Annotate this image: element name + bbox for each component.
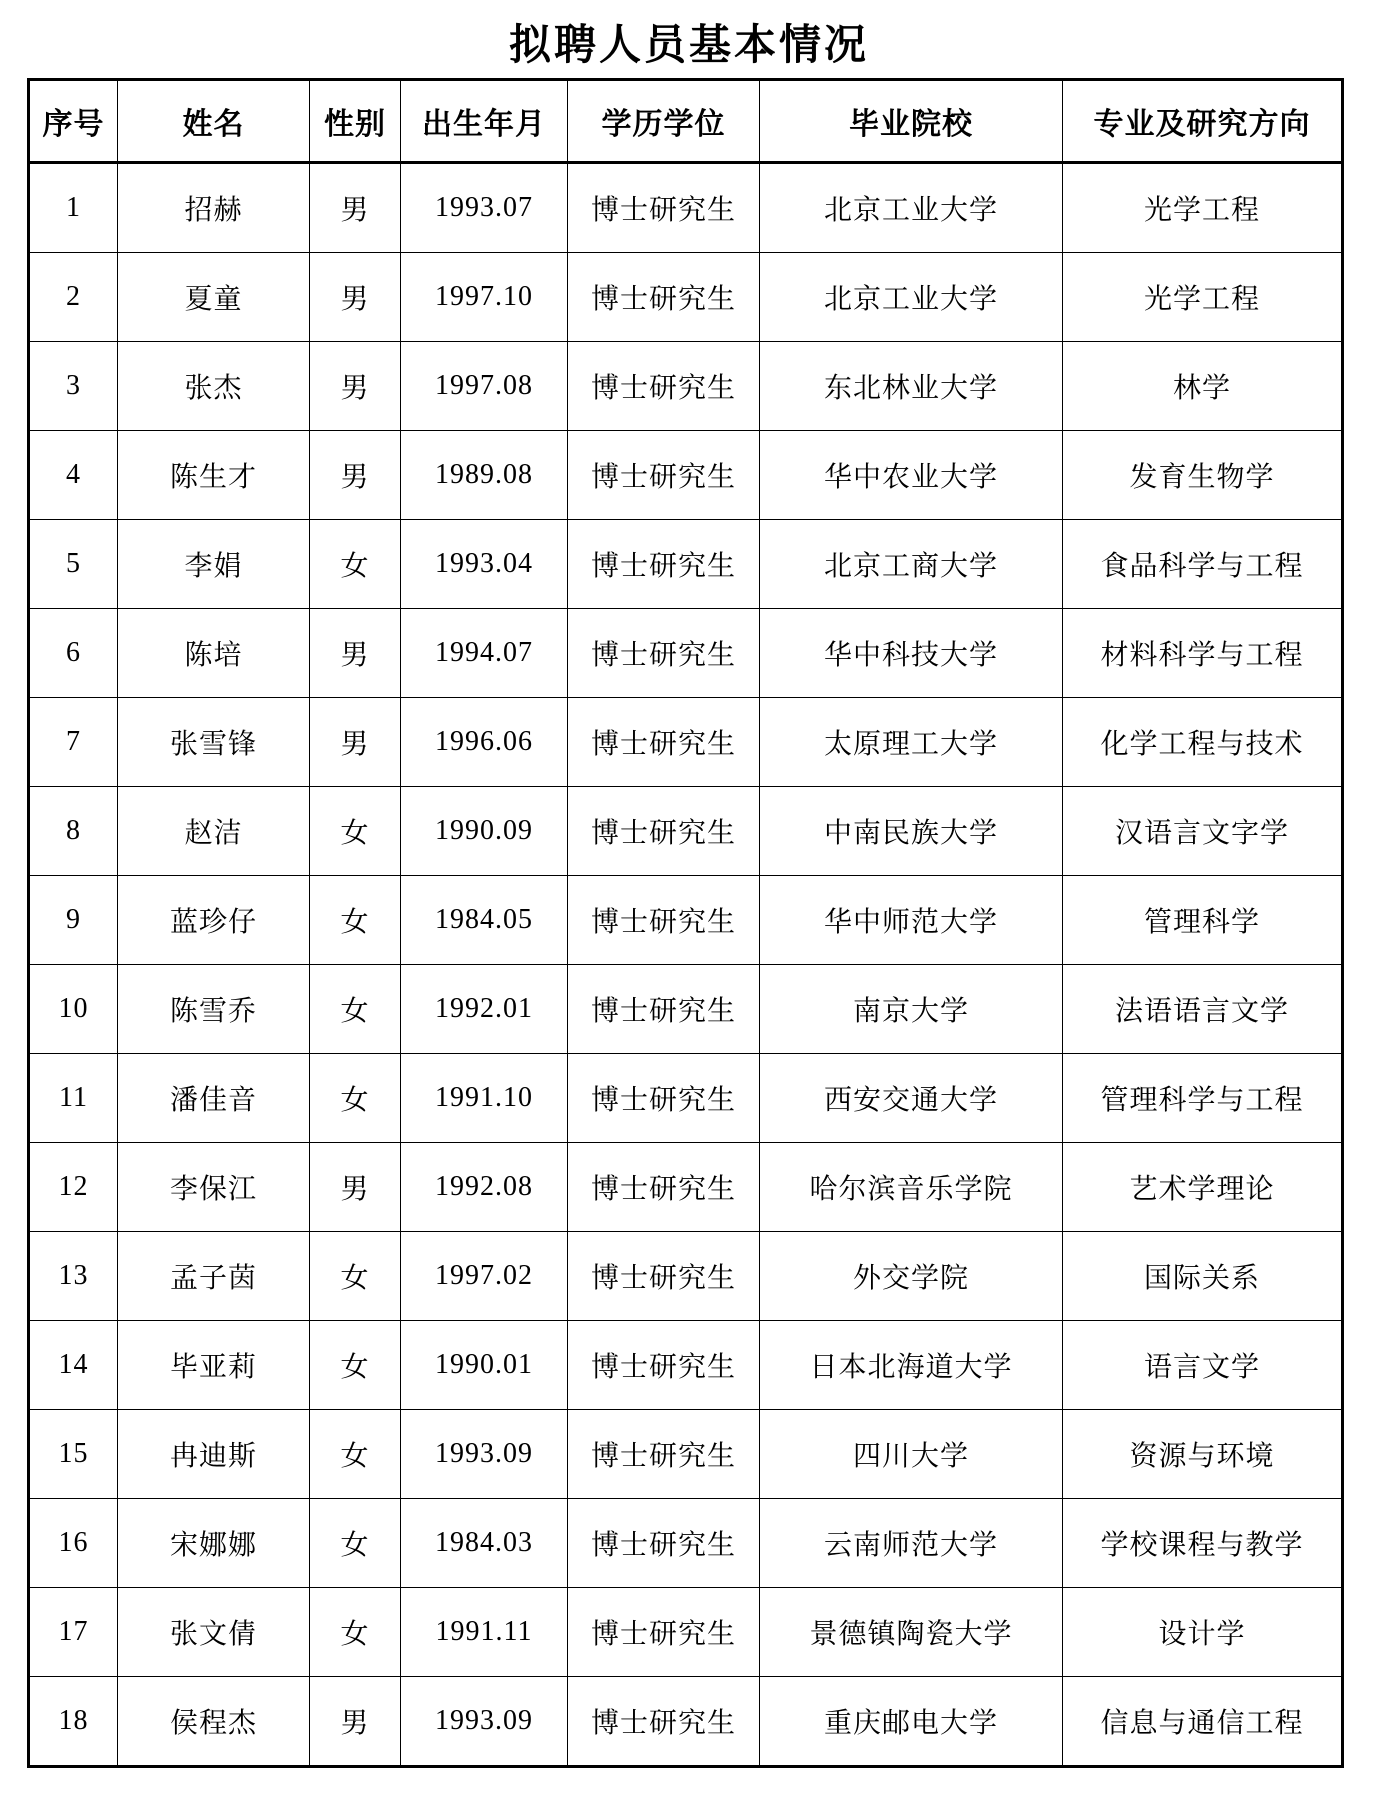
cell-school: 北京工业大学 <box>760 253 1063 342</box>
table-row <box>29 1499 1343 1588</box>
table-row <box>29 253 1343 342</box>
cell-birth: 1993.09 <box>401 1677 568 1767</box>
cell-gender: 男 <box>310 609 401 698</box>
cell-gender: 女 <box>310 1232 401 1321</box>
table-row <box>29 1054 1343 1143</box>
cell-school: 北京工商大学 <box>760 520 1063 609</box>
cell-degree: 博士研究生 <box>568 163 760 253</box>
table-row <box>29 1321 1343 1410</box>
cell-name: 张文倩 <box>118 1588 310 1677</box>
cell-gender: 女 <box>310 1410 401 1499</box>
column-header-birth: 出生年月 <box>401 80 568 163</box>
cell-school: 东北林业大学 <box>760 342 1063 431</box>
column-header-gender: 性别 <box>310 80 401 163</box>
cell-birth: 1993.09 <box>401 1410 568 1499</box>
cell-degree: 博士研究生 <box>568 1143 760 1232</box>
cell-major: 汉语言文字学 <box>1063 787 1343 876</box>
table-row <box>29 1232 1343 1321</box>
cell-birth: 1994.07 <box>401 609 568 698</box>
cell-school: 西安交通大学 <box>760 1054 1063 1143</box>
cell-school: 景德镇陶瓷大学 <box>760 1588 1063 1677</box>
table-row <box>29 965 1343 1054</box>
cell-birth: 1990.01 <box>401 1321 568 1410</box>
cell-school: 日本北海道大学 <box>760 1321 1063 1410</box>
cell-no: 14 <box>29 1321 118 1410</box>
table-row <box>29 1143 1343 1232</box>
cell-degree: 博士研究生 <box>568 1677 760 1767</box>
cell-degree: 博士研究生 <box>568 431 760 520</box>
cell-school: 南京大学 <box>760 965 1063 1054</box>
cell-no: 6 <box>29 609 118 698</box>
cell-no: 10 <box>29 965 118 1054</box>
cell-no: 12 <box>29 1143 118 1232</box>
cell-birth: 1991.11 <box>401 1588 568 1677</box>
table-header <box>29 80 1343 163</box>
cell-birth: 1996.06 <box>401 698 568 787</box>
cell-name: 宋娜娜 <box>118 1499 310 1588</box>
cell-no: 16 <box>29 1499 118 1588</box>
cell-school: 北京工业大学 <box>760 163 1063 253</box>
cell-major: 光学工程 <box>1063 253 1343 342</box>
cell-birth: 1984.03 <box>401 1499 568 1588</box>
cell-major: 设计学 <box>1063 1588 1343 1677</box>
cell-name: 招赫 <box>118 163 310 253</box>
cell-no: 7 <box>29 698 118 787</box>
cell-birth: 1991.10 <box>401 1054 568 1143</box>
cell-degree: 博士研究生 <box>568 965 760 1054</box>
table-row <box>29 787 1343 876</box>
cell-birth: 1993.07 <box>401 163 568 253</box>
cell-gender: 男 <box>310 1143 401 1232</box>
cell-major: 语言文学 <box>1063 1321 1343 1410</box>
cell-birth: 1997.02 <box>401 1232 568 1321</box>
column-header-degree: 学历学位 <box>568 80 760 163</box>
cell-gender: 女 <box>310 1499 401 1588</box>
cell-degree: 博士研究生 <box>568 1410 760 1499</box>
cell-degree: 博士研究生 <box>568 1499 760 1588</box>
cell-gender: 男 <box>310 342 401 431</box>
cell-major: 管理科学与工程 <box>1063 1054 1343 1143</box>
cell-gender: 女 <box>310 1054 401 1143</box>
cell-degree: 博士研究生 <box>568 609 760 698</box>
cell-degree: 博士研究生 <box>568 1232 760 1321</box>
cell-no: 9 <box>29 876 118 965</box>
cell-no: 8 <box>29 787 118 876</box>
cell-birth: 1984.05 <box>401 876 568 965</box>
header-row <box>29 80 1343 163</box>
cell-degree: 博士研究生 <box>568 787 760 876</box>
cell-name: 李保江 <box>118 1143 310 1232</box>
hires-table <box>27 78 1344 1768</box>
cell-degree: 博士研究生 <box>568 1321 760 1410</box>
cell-gender: 女 <box>310 1321 401 1410</box>
cell-birth: 1992.01 <box>401 965 568 1054</box>
cell-school: 太原理工大学 <box>760 698 1063 787</box>
cell-no: 18 <box>29 1677 118 1767</box>
cell-no: 15 <box>29 1410 118 1499</box>
cell-degree: 博士研究生 <box>568 1054 760 1143</box>
table-row <box>29 163 1343 253</box>
cell-major: 林学 <box>1063 342 1343 431</box>
column-header-school: 毕业院校 <box>760 80 1063 163</box>
table-row <box>29 520 1343 609</box>
cell-major: 发育生物学 <box>1063 431 1343 520</box>
table-row <box>29 342 1343 431</box>
cell-birth: 1993.04 <box>401 520 568 609</box>
cell-gender: 女 <box>310 520 401 609</box>
cell-name: 孟子茵 <box>118 1232 310 1321</box>
cell-no: 1 <box>29 163 118 253</box>
cell-name: 张杰 <box>118 342 310 431</box>
cell-degree: 博士研究生 <box>568 342 760 431</box>
column-header-major: 专业及研究方向 <box>1063 80 1343 163</box>
page-title: 拟聘人员基本情况 <box>508 23 869 69</box>
table-row <box>29 431 1343 520</box>
cell-school: 外交学院 <box>760 1232 1063 1321</box>
cell-gender: 男 <box>310 253 401 342</box>
cell-school: 重庆邮电大学 <box>760 1677 1063 1767</box>
cell-gender: 男 <box>310 163 401 253</box>
table-row <box>29 698 1343 787</box>
cell-major: 化学工程与技术 <box>1063 698 1343 787</box>
cell-degree: 博士研究生 <box>568 698 760 787</box>
cell-no: 3 <box>29 342 118 431</box>
cell-degree: 博士研究生 <box>568 253 760 342</box>
table-row <box>29 1588 1343 1677</box>
column-header-name: 姓名 <box>118 80 310 163</box>
cell-major: 信息与通信工程 <box>1063 1677 1343 1767</box>
cell-gender: 女 <box>310 876 401 965</box>
cell-major: 材料科学与工程 <box>1063 609 1343 698</box>
cell-birth: 1989.08 <box>401 431 568 520</box>
cell-name: 侯程杰 <box>118 1677 310 1767</box>
cell-degree: 博士研究生 <box>568 1588 760 1677</box>
table-body <box>29 163 1343 1767</box>
cell-major: 资源与环境 <box>1063 1410 1343 1499</box>
column-header-no: 序号 <box>29 80 118 163</box>
cell-no: 17 <box>29 1588 118 1677</box>
cell-name: 毕亚莉 <box>118 1321 310 1410</box>
cell-birth: 1992.08 <box>401 1143 568 1232</box>
cell-birth: 1997.10 <box>401 253 568 342</box>
cell-degree: 博士研究生 <box>568 520 760 609</box>
cell-major: 国际关系 <box>1063 1232 1343 1321</box>
cell-name: 蓝珍仔 <box>118 876 310 965</box>
cell-gender: 男 <box>310 431 401 520</box>
cell-school: 中南民族大学 <box>760 787 1063 876</box>
cell-major: 法语语言文学 <box>1063 965 1343 1054</box>
cell-gender: 女 <box>310 1588 401 1677</box>
cell-no: 11 <box>29 1054 118 1143</box>
cell-name: 夏童 <box>118 253 310 342</box>
cell-major: 艺术学理论 <box>1063 1143 1343 1232</box>
cell-gender: 男 <box>310 698 401 787</box>
cell-name: 张雪锋 <box>118 698 310 787</box>
cell-school: 华中农业大学 <box>760 431 1063 520</box>
cell-degree: 博士研究生 <box>568 876 760 965</box>
cell-school: 华中科技大学 <box>760 609 1063 698</box>
cell-name: 李娟 <box>118 520 310 609</box>
cell-birth: 1990.09 <box>401 787 568 876</box>
table-row <box>29 609 1343 698</box>
cell-school: 云南师范大学 <box>760 1499 1063 1588</box>
cell-name: 陈生才 <box>118 431 310 520</box>
cell-name: 潘佳音 <box>118 1054 310 1143</box>
cell-name: 冉迪斯 <box>118 1410 310 1499</box>
cell-gender: 男 <box>310 1677 401 1767</box>
cell-no: 4 <box>29 431 118 520</box>
cell-no: 2 <box>29 253 118 342</box>
table-row <box>29 1410 1343 1499</box>
cell-gender: 女 <box>310 965 401 1054</box>
cell-name: 陈培 <box>118 609 310 698</box>
cell-gender: 女 <box>310 787 401 876</box>
cell-school: 华中师范大学 <box>760 876 1063 965</box>
cell-no: 13 <box>29 1232 118 1321</box>
cell-school: 四川大学 <box>760 1410 1063 1499</box>
cell-major: 光学工程 <box>1063 163 1343 253</box>
table-row <box>29 1677 1343 1767</box>
cell-major: 食品科学与工程 <box>1063 520 1343 609</box>
cell-name: 陈雪乔 <box>118 965 310 1054</box>
cell-no: 5 <box>29 520 118 609</box>
cell-name: 赵洁 <box>118 787 310 876</box>
cell-major: 学校课程与教学 <box>1063 1499 1343 1588</box>
cell-birth: 1997.08 <box>401 342 568 431</box>
cell-major: 管理科学 <box>1063 876 1343 965</box>
cell-school: 哈尔滨音乐学院 <box>760 1143 1063 1232</box>
table-row <box>29 876 1343 965</box>
